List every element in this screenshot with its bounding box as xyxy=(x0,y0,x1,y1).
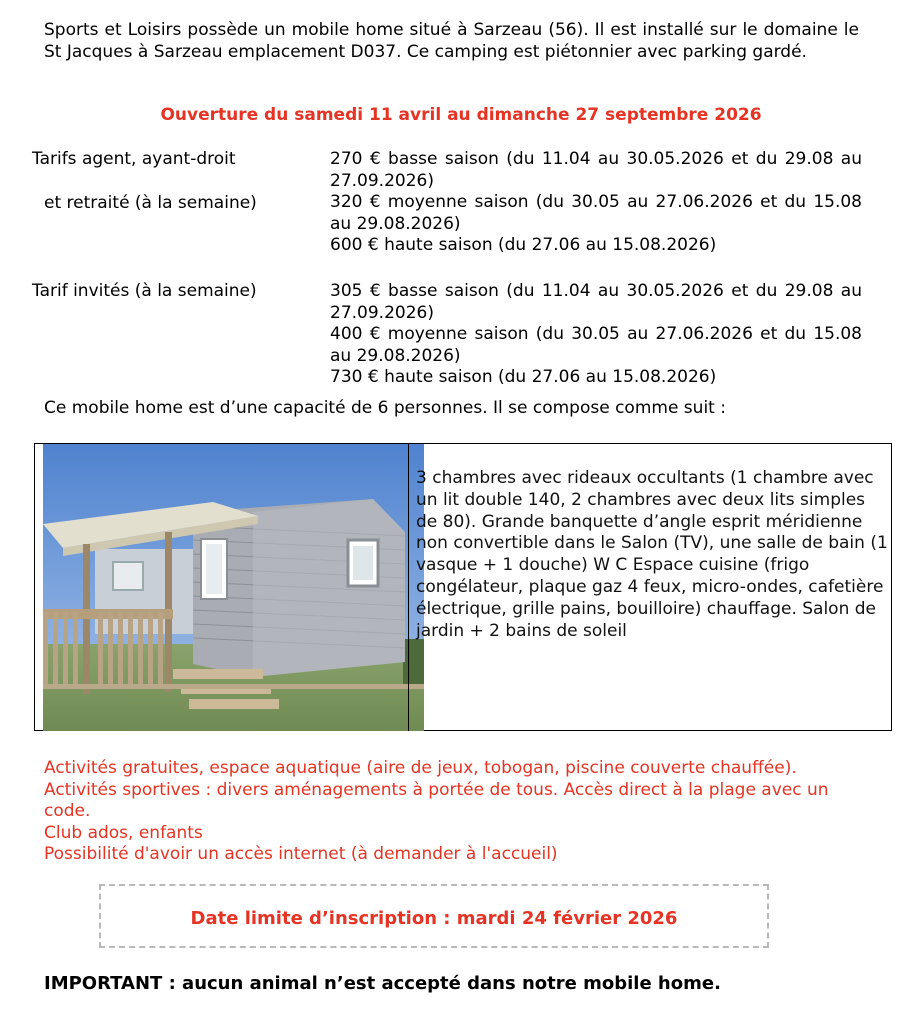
agent-rate-low: 270 € basse saison (du 11.04 au 30.05.2026 et du 29.08 au 27.09.2026) xyxy=(330,149,862,191)
important-notice: IMPORTANT : aucun animal n’est accepté dans notre mobile home. xyxy=(44,973,721,994)
mobile-home-photo xyxy=(43,444,424,731)
agent-rates xyxy=(330,149,862,257)
agent-rate-high: 600 € haute saison (du 27.06 au 15.08.2026) xyxy=(330,235,717,255)
activity-item: Club ados, enfants xyxy=(44,822,203,843)
registration-deadline: Date limite d’inscription : mardi 24 février 2026 xyxy=(190,908,678,929)
guest-rate-high: 730 € haute saison (du 27.06 au 15.08.2026) xyxy=(330,367,717,387)
activity-item: Activités gratuites, espace aquatique (aire de jeux, tobogan, piscine couverte chauffée). xyxy=(44,758,797,778)
guest-tariff-label: Tarif invités (à la semaine) xyxy=(32,281,257,301)
guest-rate-low: 305 € basse saison (du 11.04 au 30.05.2026 et du 29.08 au 27.09.2026) xyxy=(330,281,862,323)
guest-rates xyxy=(330,281,862,389)
agent-tariff-label: Tarifs agent, ayant-droit xyxy=(32,149,236,169)
composition-text: 3 chambres avec rideaux occultants (1 chambre avec un lit double 140, 2 chambres avec deux lits simples de 80). Grande banquette d’angle esprit méridienne non convertible dans le Salon (TV), une salle de bain (1 vasque + 1 douche) W C Espace cuisine (frigo congélateur, plaque gaz 4 feux, micro-ondes, cafetière électrique, grille pains, bouilloire) chauffage. Salon de jardin + 2 bains de soleil xyxy=(416,468,888,641)
activities-list xyxy=(44,758,869,866)
agent-rate-mid: 320 € moyenne saison (du 30.05 au 27.06.2026 et du 15.08 au 29.08.2026) xyxy=(330,192,862,234)
guest-rate-mid: 400 € moyenne saison (du 30.05 au 27.06.2026 et du 15.08 au 29.08.2026) xyxy=(330,324,862,366)
agent-tariff-label-continued: et retraité (à la semaine) xyxy=(44,193,257,213)
activity-item: Activités sportives : divers aménagements à portée de tous. Accès direct à la plage avec un code. xyxy=(44,779,829,821)
capacity-text: Ce mobile home est d’une capacité de 6 personnes. Il se compose comme suit : xyxy=(44,398,726,418)
opening-dates: Ouverture du samedi 11 avril au dimanche 27 septembre 2026 xyxy=(160,105,762,125)
intro-paragraph: Sports et Loisirs possède un mobile home situé à Sarzeau (56). Il est installé sur le domaine le St Jacques à Sarzeau emplacement D037. Ce camping est piétonnier avec parking gardé. xyxy=(44,20,859,62)
box-divider xyxy=(408,443,409,731)
activity-item: Possibilité d'avoir un accès internet (à demander à l'accueil) xyxy=(44,844,558,864)
